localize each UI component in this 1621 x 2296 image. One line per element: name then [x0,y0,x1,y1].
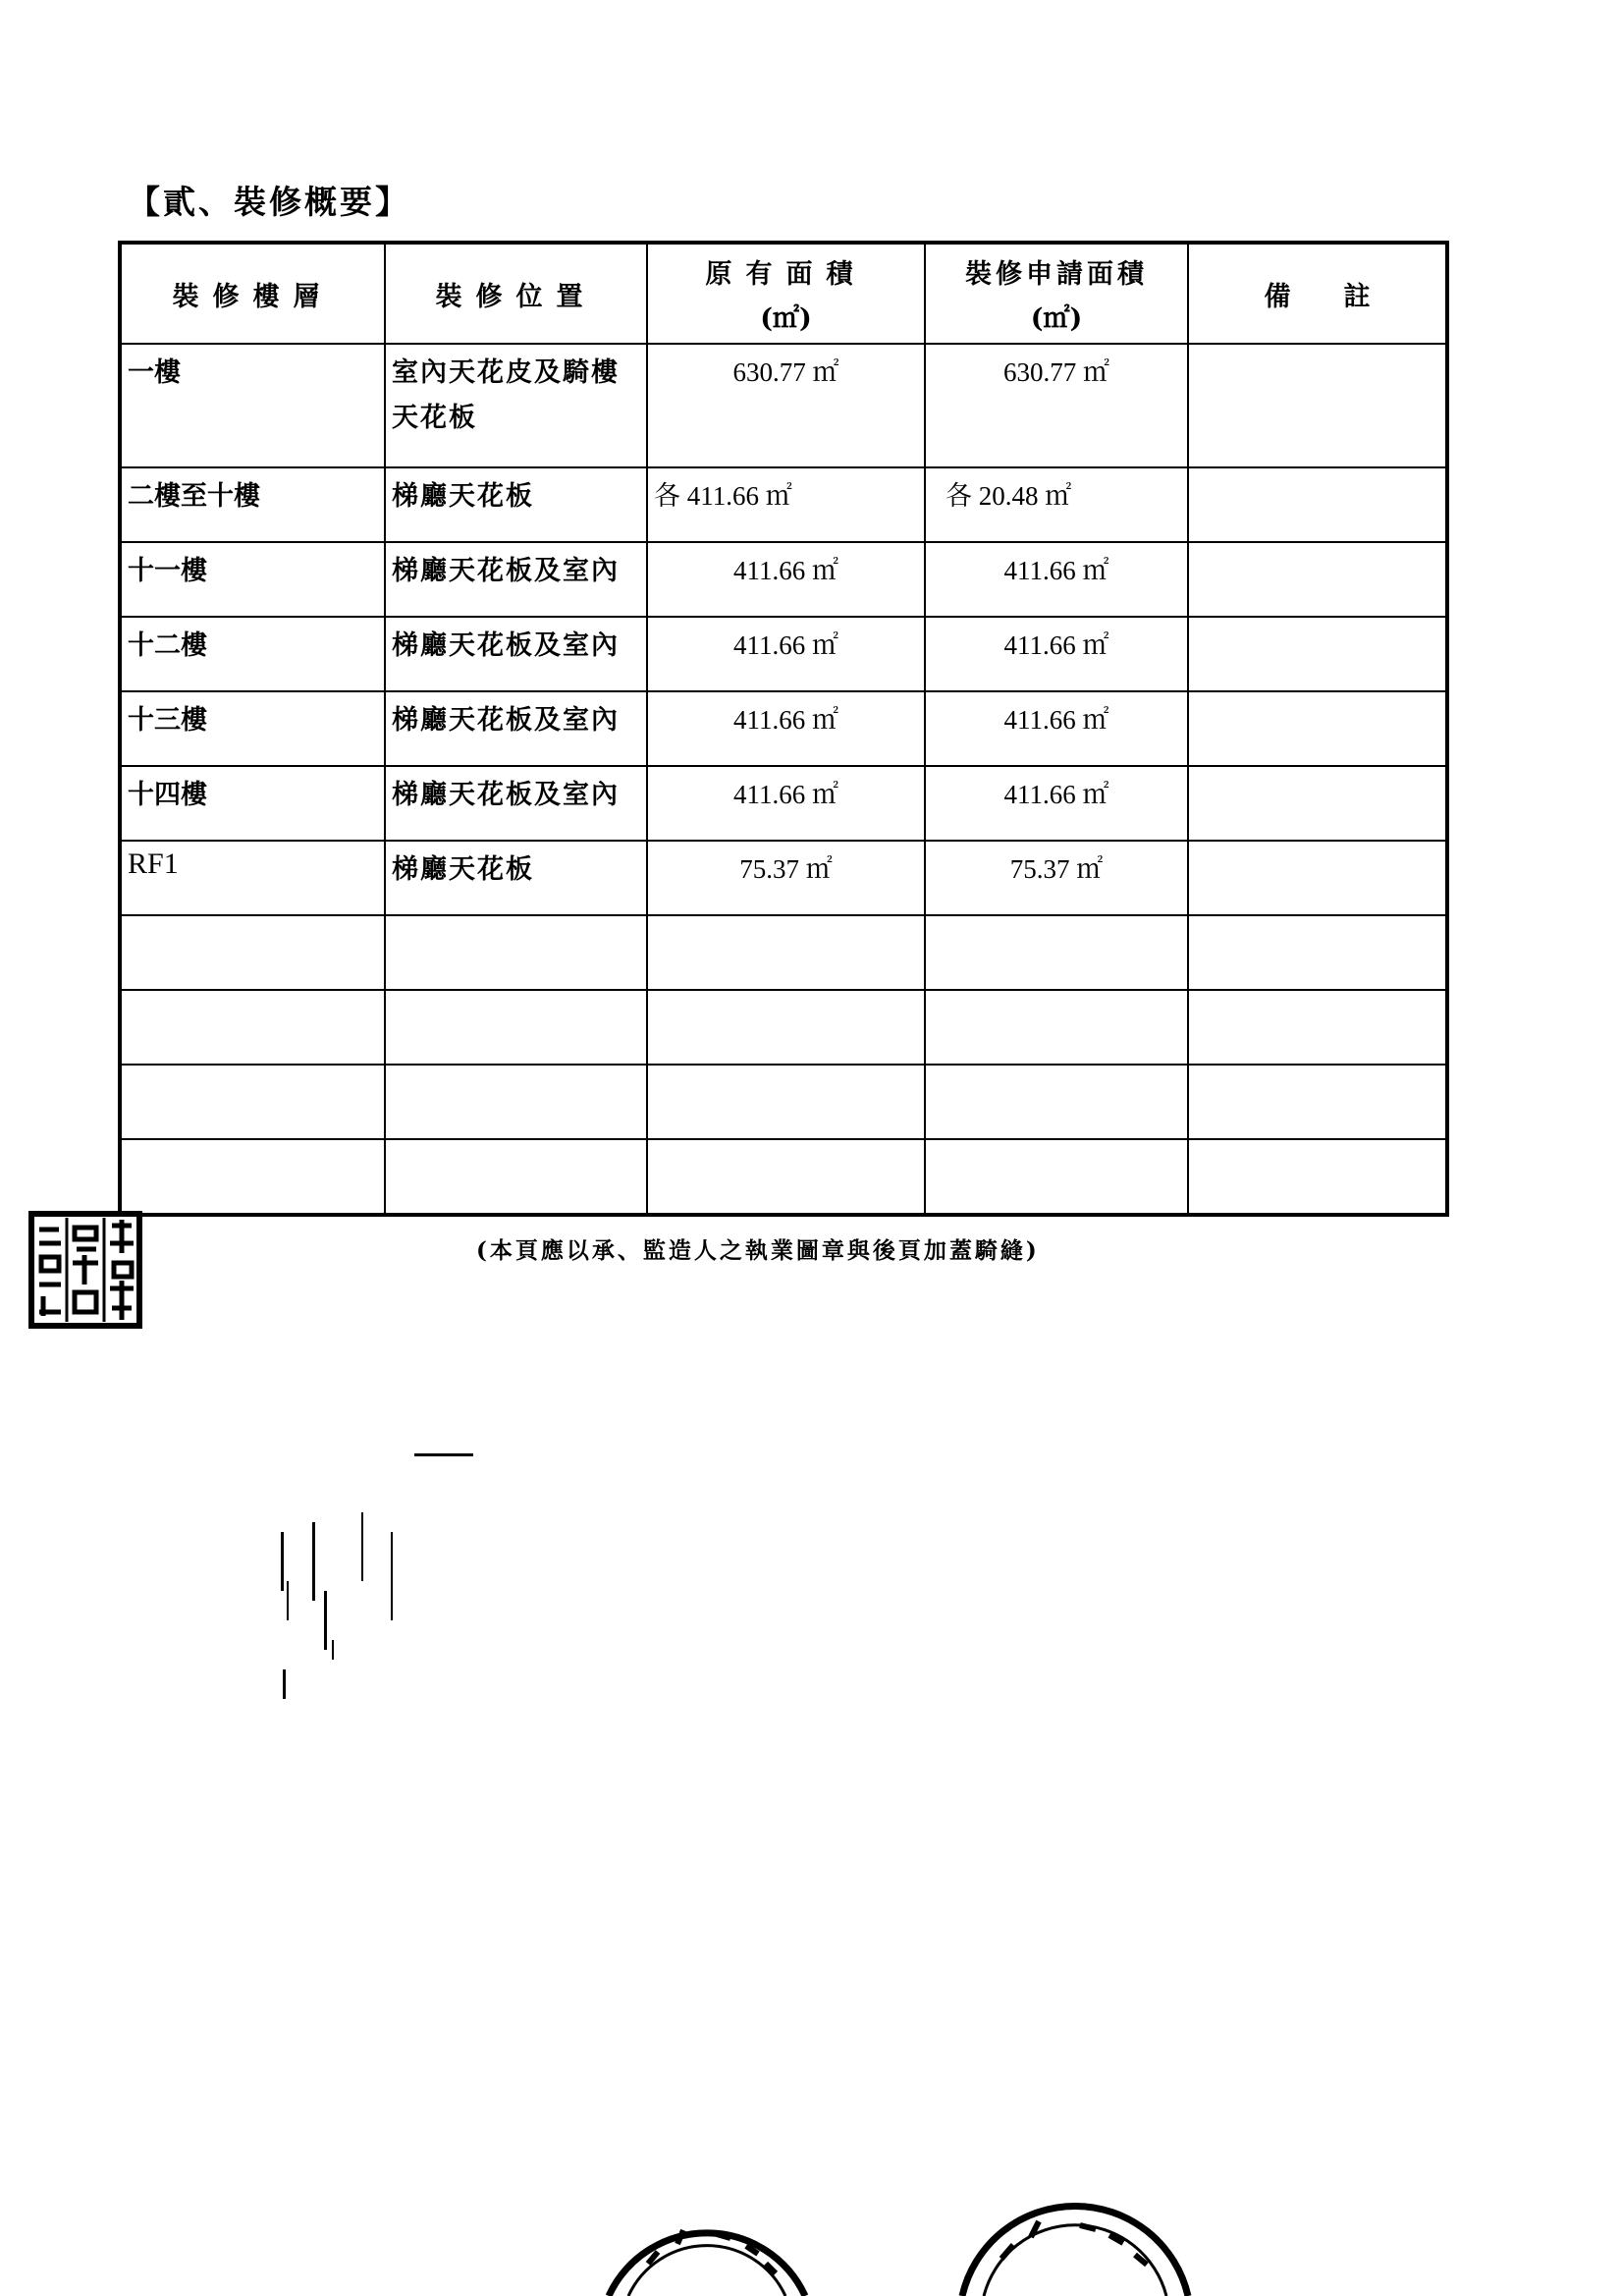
cell-applied-area [925,1139,1188,1215]
cell-remark [1188,467,1447,542]
cell-floor: RF1 [120,841,385,915]
cell-floor: 十三樓 [120,691,385,766]
cell-remark [1188,617,1447,691]
header-remark: 備 註 [1188,243,1447,344]
cell-remark [1188,990,1447,1065]
round-registration-stamp [943,2180,1198,2296]
cell-applied-area [925,1065,1188,1139]
cell-floor [120,1139,385,1215]
table-row [120,766,1447,841]
cell-location: 梯廳天花板及室內 [385,542,647,617]
section-heading: 【貳、裝修概要】 [128,183,410,221]
renovation-summary-table [118,241,1449,1217]
cell-original-area: 411.66 ㎡ [647,766,925,841]
cell-location: 梯廳天花板 [385,841,647,915]
cell-location [385,915,647,990]
cell-remark [1188,542,1447,617]
cell-remark [1188,1139,1447,1215]
cell-location: 梯廳天花板 [385,467,647,542]
header-original-area: 原有面積 (㎡) [647,243,925,344]
header-applied-area: 裝修申請面積 (㎡) [925,243,1188,344]
cell-floor: 二樓至十樓 [120,467,385,542]
table-row [120,691,1447,766]
cell-remark [1188,691,1447,766]
table-row [120,344,1447,467]
table-row [120,1065,1447,1139]
cell-original-area [647,990,925,1065]
cell-location: 梯廳天花板及室內 [385,766,647,841]
table-row [120,617,1447,691]
cell-applied-area: 630.77 ㎡ [925,344,1188,467]
cell-location: 梯廳天花板及室內 [385,617,647,691]
cell-floor: 十四樓 [120,766,385,841]
table-header-row [120,243,1447,344]
cell-floor: 一樓 [120,344,385,467]
cell-original-area [647,1139,925,1215]
header-location: 裝修位置 [385,243,647,344]
faint-stamp-residue [273,1493,489,1709]
architect-seal-stamp [27,1210,143,1330]
header-floor: 裝修樓層 [120,243,385,344]
cell-remark [1188,344,1447,467]
cell-applied-area [925,915,1188,990]
cell-floor: 十二樓 [120,617,385,691]
cell-original-area: 630.77 ㎡ [647,344,925,467]
cell-location: 梯廳天花板及室內 [385,691,647,766]
cell-original-area: 各 411.66 ㎡ [647,467,925,542]
cell-applied-area: 411.66 ㎡ [925,617,1188,691]
table-row [120,467,1447,542]
table-row [120,1139,1447,1215]
cell-original-area [647,1065,925,1139]
cell-applied-area: 75.37 ㎡ [925,841,1188,915]
cell-floor [120,915,385,990]
cell-floor: 十一樓 [120,542,385,617]
scan-mark [414,1453,473,1456]
cell-location [385,1065,647,1139]
cell-applied-area [925,990,1188,1065]
cell-location: 室內天花皮及騎樓天花板 [385,344,647,467]
cell-original-area: 411.66 ㎡ [647,691,925,766]
cell-applied-area: 411.66 ㎡ [925,766,1188,841]
cell-remark [1188,1065,1447,1139]
cell-remark [1188,915,1447,990]
cell-original-area: 75.37 ㎡ [647,841,925,915]
cell-remark [1188,766,1447,841]
cell-remark [1188,841,1447,915]
cell-original-area: 411.66 ㎡ [647,542,925,617]
cell-floor [120,1065,385,1139]
table-row [120,542,1447,617]
table-row [120,915,1447,990]
cell-floor [120,990,385,1065]
round-registration-stamp [589,2185,825,2296]
cell-applied-area: 411.66 ㎡ [925,542,1188,617]
table-row [120,841,1447,915]
table-row [120,990,1447,1065]
cell-location [385,990,647,1065]
footnote: (本頁應以承、監造人之執業圖章與後頁加蓋騎縫) [476,1237,1040,1264]
cell-original-area [647,915,925,990]
cell-applied-area: 各 20.48 ㎡ [925,467,1188,542]
cell-applied-area: 411.66 ㎡ [925,691,1188,766]
cell-original-area: 411.66 ㎡ [647,617,925,691]
cell-location [385,1139,647,1215]
